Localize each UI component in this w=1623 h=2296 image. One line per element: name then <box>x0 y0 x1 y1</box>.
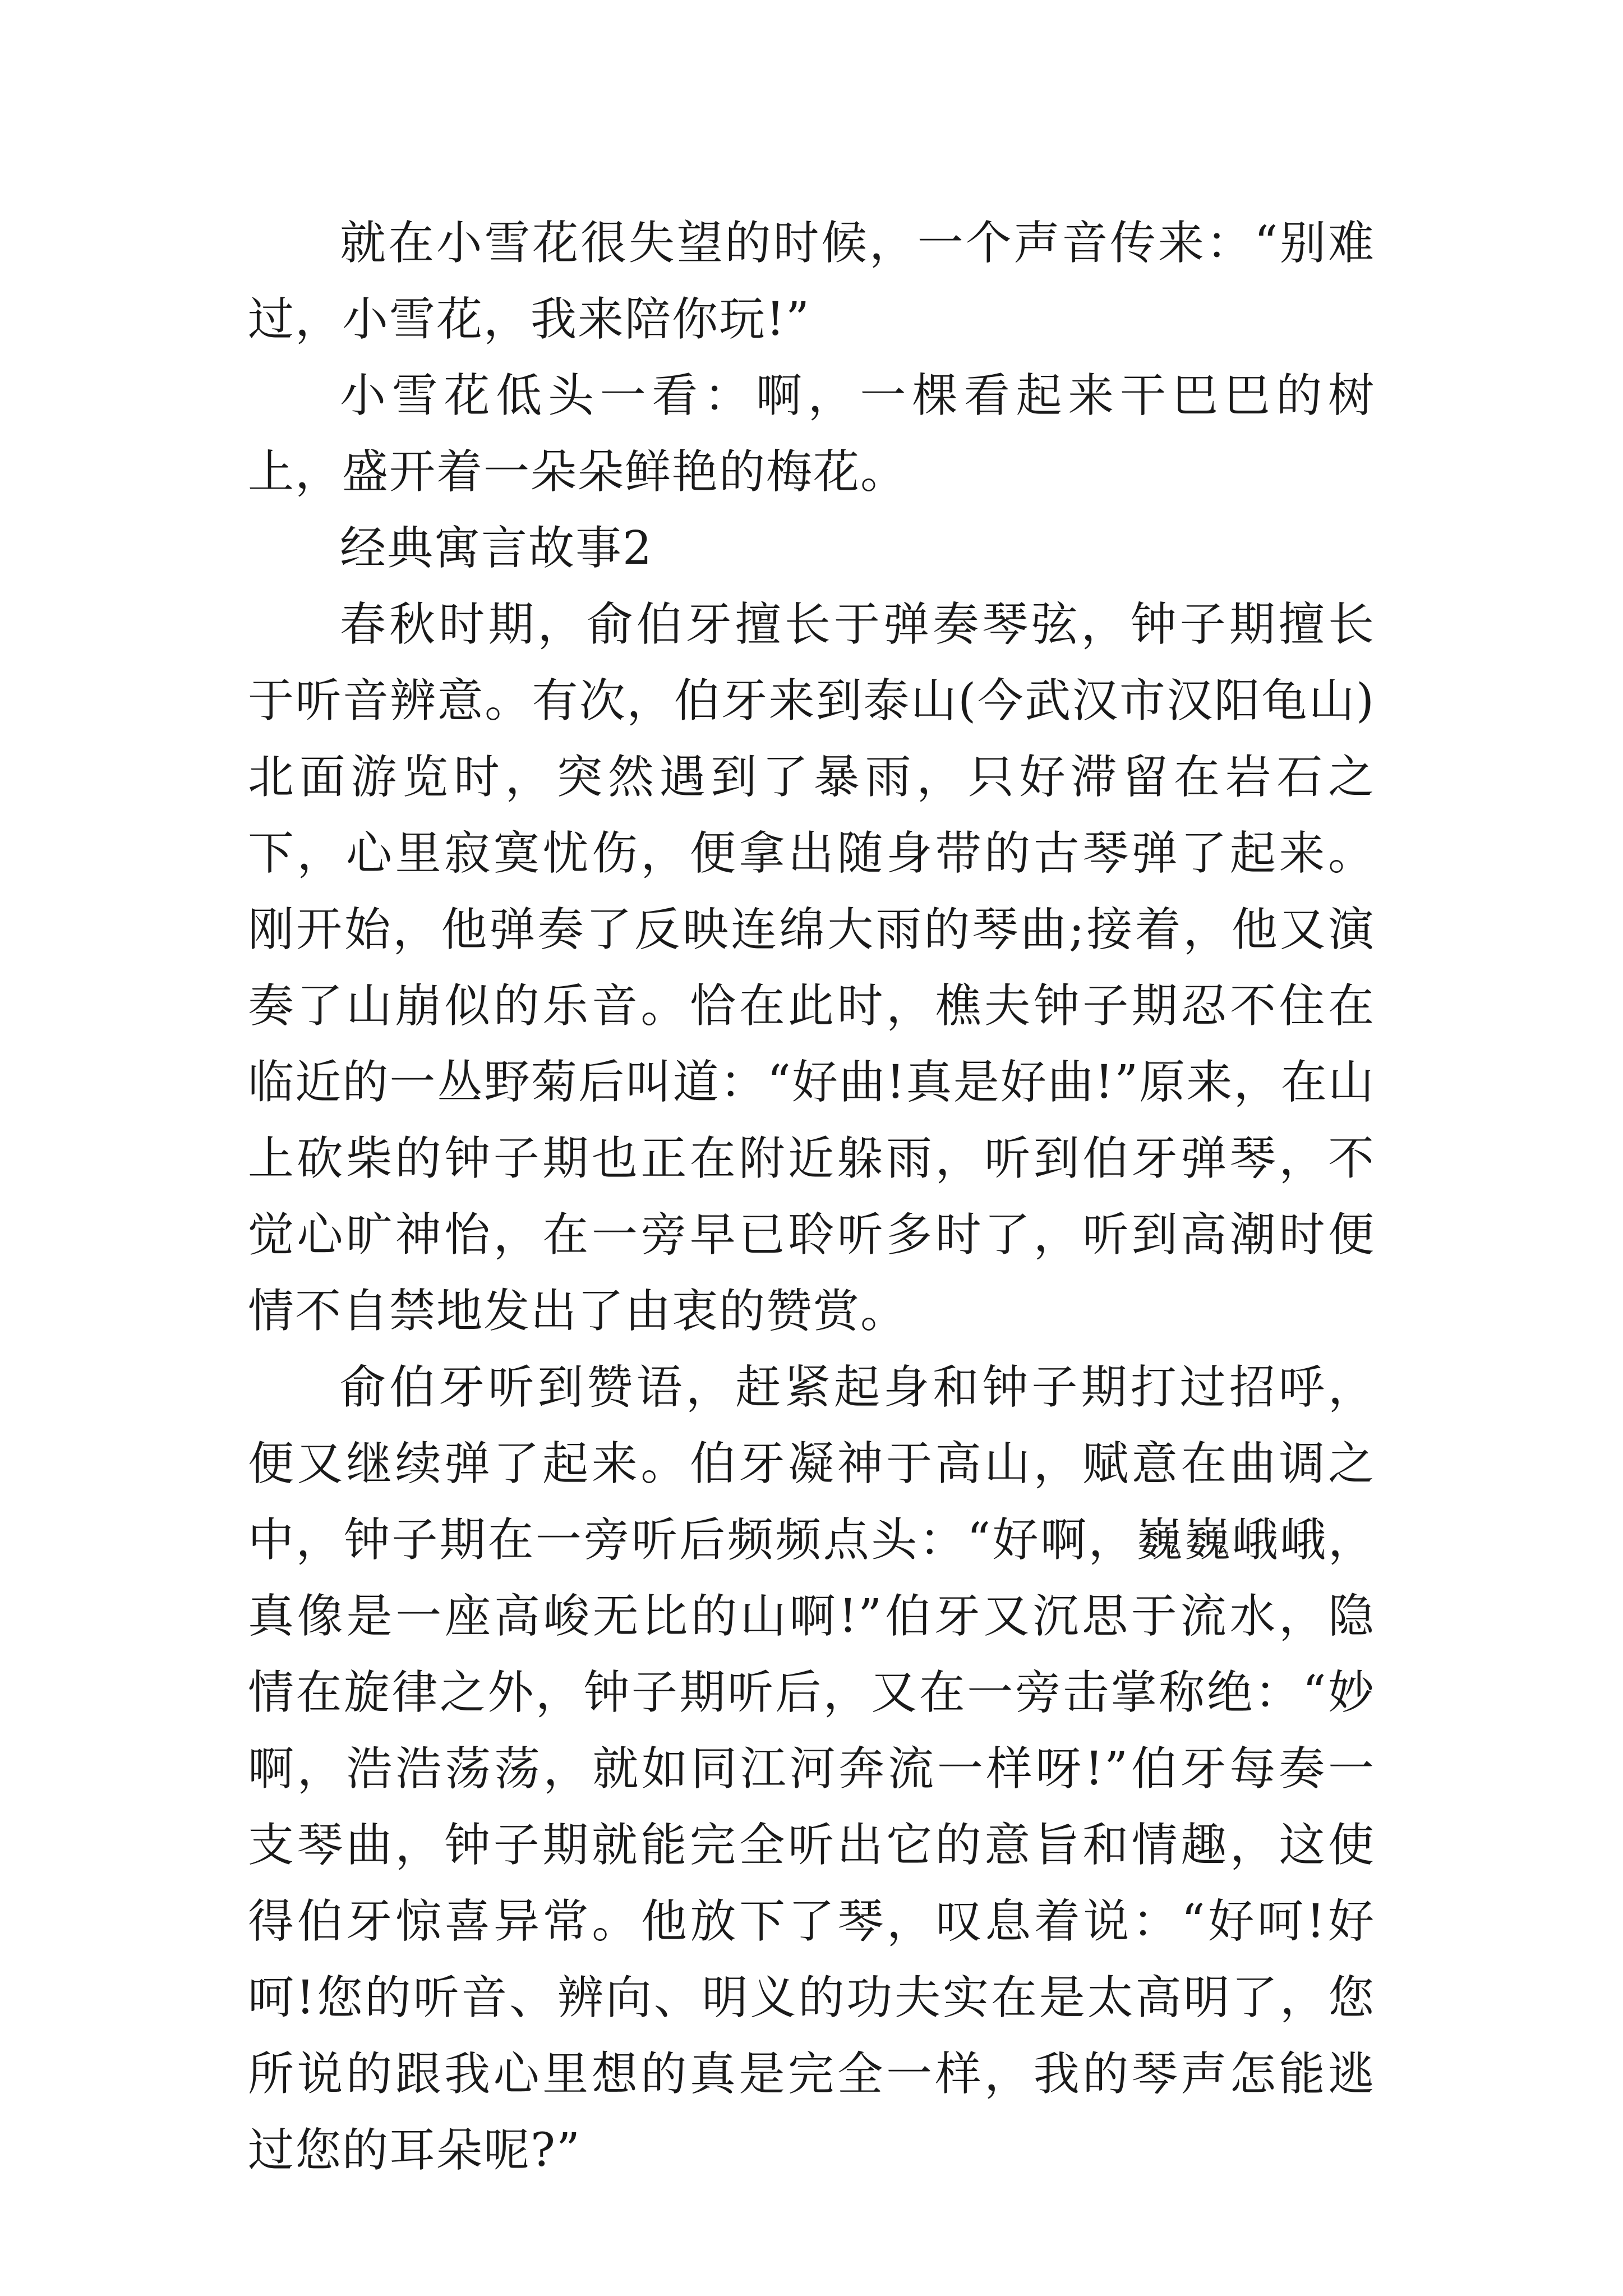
story-heading: 经典寓言故事2 <box>340 522 653 575</box>
paragraph-4: 俞伯牙听到赞语，赶紧起身和钟子期打过招呼，便又继续弹了起来。伯牙凝神于高山，赋意在曲调之中，钟子期在一旁听后频频点头：“好啊，巍巍峨峨，真像是一座高峻无比的山啊!”伯牙又沉思于流水，隐情在旋律之外，钟子期听后，又在一旁击掌称绝：“妙啊，浩浩荡荡，就如同江河奔流一样呀!”伯牙每奏一支琴曲，钟子期就能完全听出它的意旨和情趣，这使得伯牙惊喜异常。他放下了琴，叹息着说：“好呵!好呵!您的听音、辨向、明义的功夫实在是太高明了，您所说的跟我心里想的真是完全一样，我的琴声怎能逃过您的耳朵呢?” <box>248 1361 1375 2177</box>
document-body <box>248 205 1375 2189</box>
paragraph-1: 就在小雪花很失望的时候，一个声音传来：“别难过，小雪花，我来陪你玩!” <box>248 217 1375 346</box>
paragraph-2: 小雪花低头一看：啊，一棵看起来干巴巴的树上，盛开着一朵朵鲜艳的梅花。 <box>248 369 1375 499</box>
paragraph-3: 春秋时期，俞伯牙擅长于弹奏琴弦，钟子期擅长于听音辨意。有次，伯牙来到泰山(今武汉市汉阳龟山)北面游览时，突然遇到了暴雨，只好滞留在岩石之下，心里寂寞忧伤，便拿出随身带的古琴弹了起来。刚开始，他弹奏了反映连绵大雨的琴曲;接着，他又演奏了山崩似的乐音。恰在此时，樵夫钟子期忍不住在临近的一丛野菊后叫道：“好曲!真是好曲!”原来，在山上砍柴的钟子期也正在附近躲雨，听到伯牙弹琴，不觉心旷神怡，在一旁早已聆听多时了，听到高潮时便情不自禁地发出了由衷的赞赏。 <box>248 598 1375 1338</box>
